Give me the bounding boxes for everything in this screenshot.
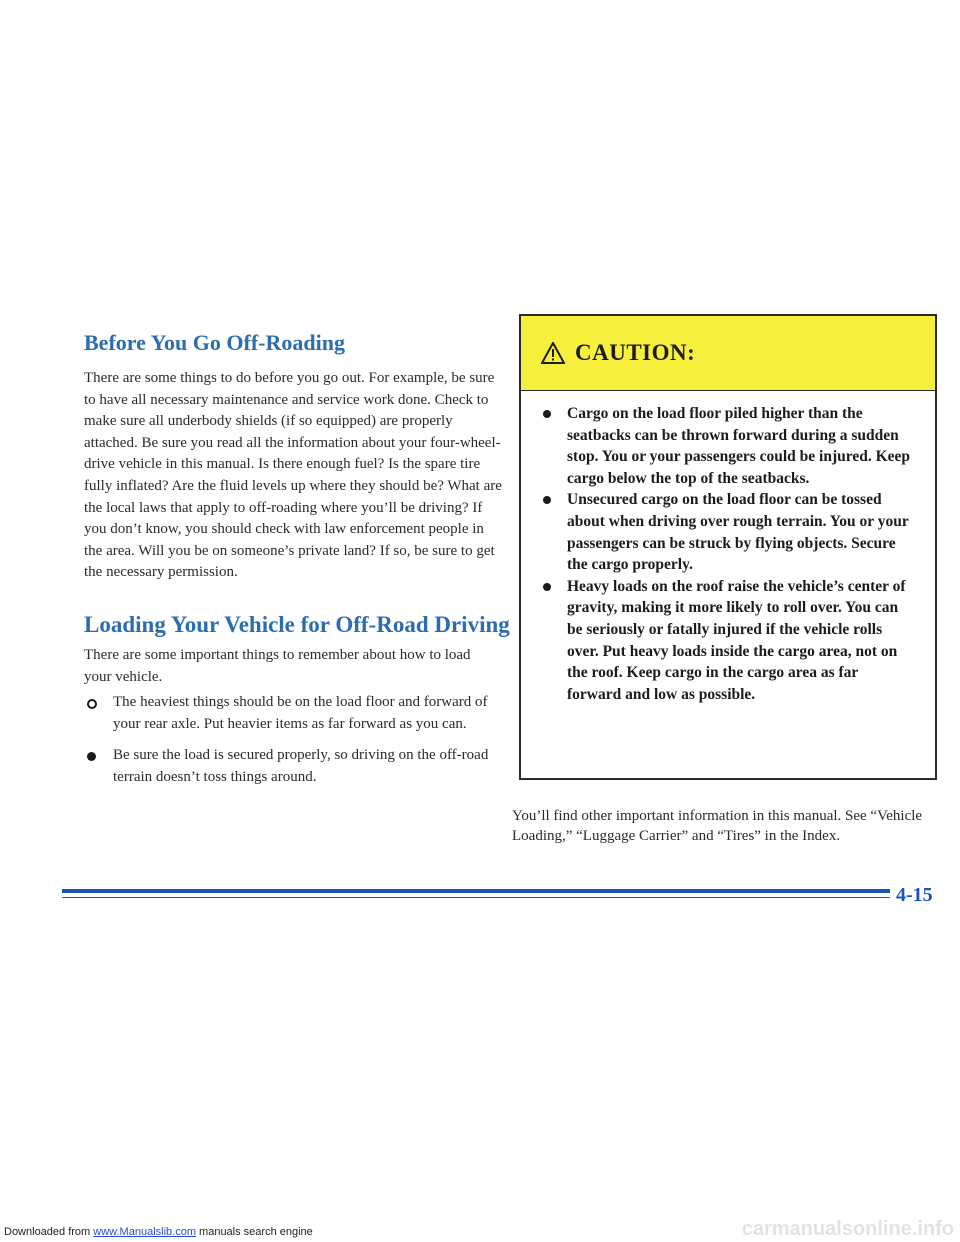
- loading-bullet-list: [84, 692, 504, 798]
- caution-title: CAUTION:: [575, 340, 696, 365]
- manualslib-link[interactable]: www.Manualslib.com: [93, 1226, 196, 1238]
- page-rule-thin: [62, 897, 890, 898]
- paragraph-closing: You’ll find other important information in this manual. See “Vehicle Loading,” “Luggage Carrier” and “Tires” in the Index.: [512, 808, 923, 844]
- paragraph-loading-intro: There are some important things to remember about how to load your vehicle.: [84, 647, 471, 685]
- caution-item-text: Unsecured cargo on the load floor can be tossed about when driving over rough terrain. You or your passengers can be struck by flying objects. Secure the cargo properly.: [567, 491, 909, 574]
- paragraph-before-off-roading: There are some things to do before you go out. For example, be sure to have all necessary maintenance and service work done. Check to make sure all underbody shields (if so equipped) are properly attached. Be sure you read all the information about your four-wheel-drive vehicle in this manual. Is there enough fuel? Is the spare tire fully inflated? Are the fluid levels up where they should be? What are the local laws that apply to off-roading where you’ll be driving? If you don’t know, you should check with law enforcement people in the area. Will you be on someone’s private land? If so, be sure to get the necessary permission.: [84, 370, 502, 581]
- bullet-icon: [543, 496, 551, 504]
- caution-item: [541, 403, 915, 489]
- warning-triangle-icon: [541, 342, 565, 364]
- caution-box: [519, 314, 937, 780]
- caution-header: [521, 316, 935, 391]
- page-number: 4-15: [896, 884, 933, 906]
- caution-item-text: Cargo on the load floor piled higher than the seatbacks can be thrown forward during a sudden stop. You or your passengers could be injured. Keep cargo below the top of the seatbacks.: [567, 405, 911, 487]
- bullet-icon: [543, 583, 551, 591]
- download-footer: [4, 1226, 313, 1238]
- watermark: carmanualsonline.info: [741, 1218, 954, 1240]
- section-heading-before-off-roading: Before You Go Off-Roading: [84, 330, 345, 355]
- list-item: [84, 745, 504, 788]
- bullet-icon: [87, 752, 96, 761]
- bullet-icon: [87, 699, 97, 709]
- caution-item-text: Heavy loads on the roof raise the vehicle’s center of gravity, making it more likely to roll over. You can be seriously or fatally injured if the vehicle rolls over. Put heavy loads inside the cargo area, not on the roof. Keep cargo in the cargo area as far forward and low as possible.: [567, 577, 906, 703]
- caution-item: [541, 576, 915, 706]
- footer-prefix: Downloaded from: [4, 1226, 94, 1238]
- caution-item: [541, 489, 915, 575]
- caution-list: [521, 391, 935, 705]
- footer-suffix: manuals search engine: [195, 1226, 313, 1238]
- page-rule: [62, 889, 890, 893]
- section-heading-loading-vehicle: Loading Your Vehicle for Off-Road Driving: [84, 612, 510, 637]
- list-item: [84, 692, 504, 735]
- bullet-icon: [543, 410, 551, 418]
- list-item-text: The heaviest things should be on the load floor and forward of your rear axle. Put heavier items as far forward as you can.: [113, 694, 488, 732]
- list-item-text: Be sure the load is secured properly, so driving on the off-road terrain doesn’t toss things around.: [113, 747, 489, 785]
